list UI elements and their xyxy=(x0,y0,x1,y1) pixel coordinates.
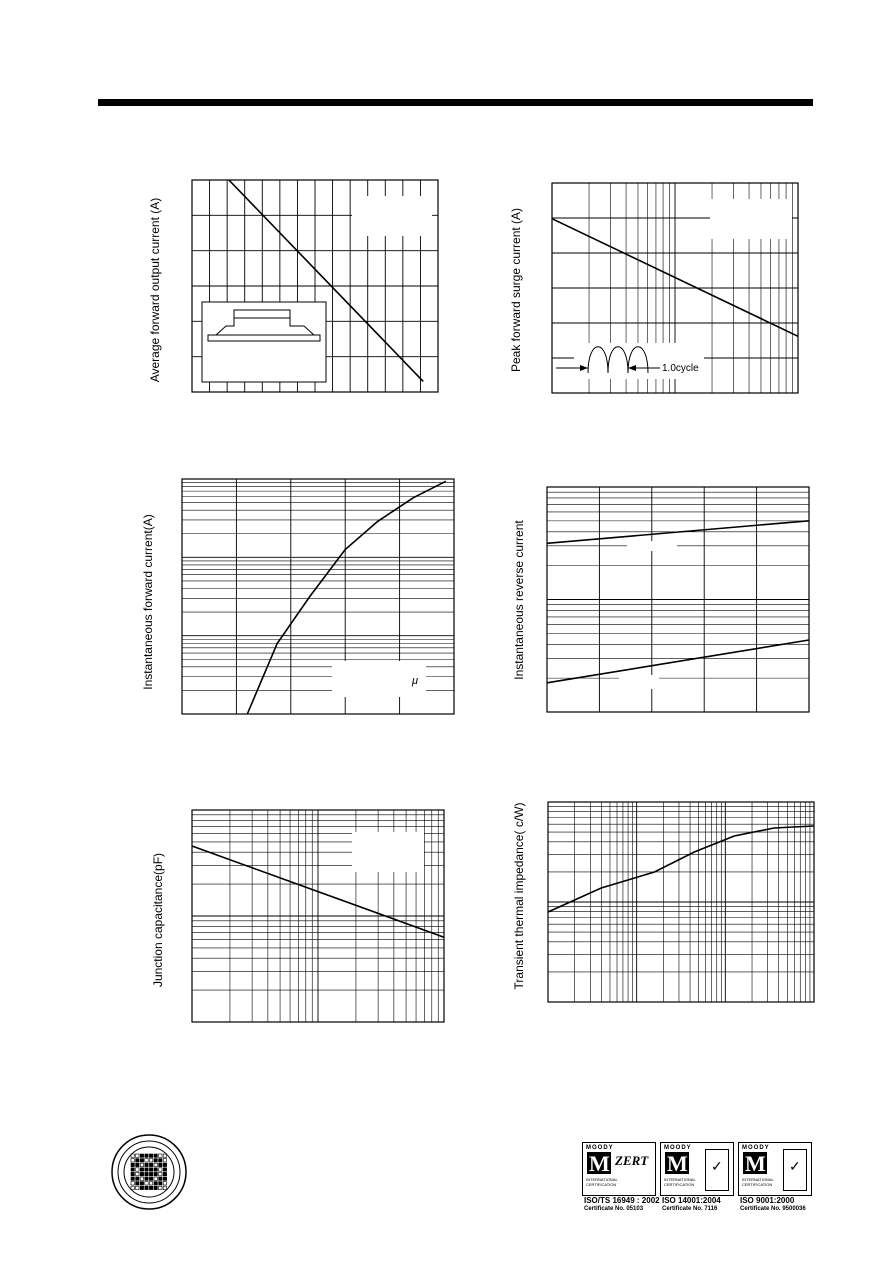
seal-dot xyxy=(163,1182,166,1185)
seal-dot xyxy=(163,1163,166,1166)
seal-dot xyxy=(154,1186,157,1189)
seal-dot xyxy=(140,1172,143,1175)
seal-dot xyxy=(149,1186,152,1189)
cert-badge-iso-ts: MOODY M ZERT INTERNATIONAL CERTIFICATION xyxy=(582,1142,656,1196)
seal-dot xyxy=(159,1154,162,1157)
seal-dot xyxy=(145,1163,148,1166)
seal-dot xyxy=(159,1182,162,1185)
ukas-mark-icon xyxy=(705,1149,729,1191)
chart4-ylabel: Instantaneous reverse current xyxy=(512,520,526,680)
chart-series-line xyxy=(548,826,814,912)
average-forward-current-chart xyxy=(192,180,438,392)
instantaneous-reverse-current-chart xyxy=(547,487,809,712)
seal-dot xyxy=(145,1182,148,1185)
cert-number: Certificate No. 9500036 xyxy=(740,1206,806,1212)
seal-dot xyxy=(145,1159,148,1162)
seal-dot xyxy=(163,1186,166,1189)
seal-dot xyxy=(131,1163,134,1166)
cert-standard: ISO 14001:2004 xyxy=(662,1196,721,1205)
cert-badge-iso-9001: MOODY M ✓ INTERNATIONAL CERTIFICATION xyxy=(738,1142,812,1196)
seal-dot xyxy=(149,1163,152,1166)
seal-dot xyxy=(149,1159,152,1162)
chart2-inset-label: 1.0cycle xyxy=(662,363,699,374)
seal-dot xyxy=(140,1186,143,1189)
chart2-ylabel: Peak forward surge current (A) xyxy=(509,207,523,373)
seal-dot xyxy=(154,1177,157,1180)
seal-dot xyxy=(136,1177,139,1180)
seal-dot xyxy=(140,1163,143,1166)
seal-dot xyxy=(163,1168,166,1171)
seal-dot xyxy=(154,1159,157,1162)
seal-dot xyxy=(131,1172,134,1175)
seal-dot xyxy=(159,1186,162,1189)
seal-dot xyxy=(131,1177,134,1180)
cert-number: Certificate No. 05103 xyxy=(584,1206,644,1212)
seal-dot xyxy=(136,1168,139,1171)
chart4-label-box-1 xyxy=(627,541,677,551)
seal-dot xyxy=(159,1163,162,1166)
chart1-inset xyxy=(202,302,326,382)
seal-dot xyxy=(149,1177,152,1180)
chart4-grid xyxy=(547,487,809,712)
chart1-inset-frame xyxy=(202,302,326,382)
chart6-ylabel: Transient thermal impedance( c/W) xyxy=(512,802,526,990)
seal-dot xyxy=(140,1159,143,1162)
chart2-legend-box xyxy=(710,199,792,239)
chart1-inset-board xyxy=(208,335,320,341)
seal-dot xyxy=(145,1186,148,1189)
seal-dot xyxy=(136,1154,139,1157)
seal-dot xyxy=(163,1177,166,1180)
seal-dot xyxy=(136,1186,139,1189)
junction-capacitance-chart xyxy=(192,810,444,1022)
seal-dot xyxy=(140,1182,143,1185)
chart5-ylabel: Junction capacitance(pF) xyxy=(151,852,165,988)
seal-dot xyxy=(149,1182,152,1185)
seal-dot xyxy=(145,1177,148,1180)
moody-logo-icon xyxy=(743,1152,767,1174)
seal-dot xyxy=(163,1172,166,1175)
certifications xyxy=(582,1142,814,1216)
seal-dot xyxy=(136,1172,139,1175)
cert-number: Certificate No. 7116 xyxy=(662,1206,718,1212)
chart5-legend-box xyxy=(352,832,424,872)
seal-dot xyxy=(136,1163,139,1166)
chart6-series xyxy=(548,826,814,912)
moody-logo-icon xyxy=(587,1152,611,1174)
seal-dot xyxy=(140,1177,143,1180)
seal-dot xyxy=(154,1168,157,1171)
moody-logo-icon xyxy=(665,1152,689,1174)
seal-dot xyxy=(131,1159,134,1162)
chart2-inset xyxy=(556,343,704,379)
chart6-grid xyxy=(548,802,814,1002)
seal-dot xyxy=(163,1159,166,1162)
seal-dot xyxy=(149,1172,152,1175)
seal-dot xyxy=(149,1168,152,1171)
seal-dot xyxy=(159,1159,162,1162)
ukas-mark-icon xyxy=(783,1149,807,1191)
zert-icon: ZERT xyxy=(615,1153,649,1168)
seal-dot xyxy=(154,1154,157,1157)
seal-dot xyxy=(131,1168,134,1171)
seal-dot xyxy=(145,1168,148,1171)
cert-standard: ISO 9001:2000 xyxy=(740,1196,795,1205)
seal-dot xyxy=(159,1168,162,1171)
seal-dot xyxy=(154,1163,157,1166)
chart1-legend-box xyxy=(352,196,432,236)
seal-dot xyxy=(159,1172,162,1175)
chart1-ylabel: Average forward output current (A) xyxy=(148,197,162,383)
seal-dot xyxy=(163,1154,166,1157)
seal-dot xyxy=(131,1186,134,1189)
seal-dot xyxy=(131,1182,134,1185)
seal-dot xyxy=(140,1154,143,1157)
company-seal-logo xyxy=(110,1133,188,1211)
seal-dot xyxy=(140,1168,143,1171)
cert-badge-iso-14001: MOODY M ✓ INTERNATIONAL CERTIFICATION xyxy=(660,1142,734,1196)
transient-thermal-impedance-chart xyxy=(548,802,814,1002)
instantaneous-forward-current-chart xyxy=(182,479,454,714)
seal-dot xyxy=(136,1159,139,1162)
seal-dot xyxy=(149,1154,152,1157)
seal-dot xyxy=(154,1182,157,1185)
seal-dot xyxy=(136,1182,139,1185)
peak-surge-current-chart xyxy=(552,183,798,393)
seal-dot xyxy=(154,1172,157,1175)
chart3-legend-mu: μ xyxy=(412,675,419,687)
seal-dot xyxy=(145,1172,148,1175)
chart4-label-box-2 xyxy=(619,675,659,689)
cert-standard: ISO/TS 16949 : 2002 xyxy=(584,1196,660,1205)
chart-series-line xyxy=(547,640,809,683)
seal-dot xyxy=(159,1177,162,1180)
seal-dot xyxy=(145,1154,148,1157)
chart3-ylabel: Instantaneous forward current(A) xyxy=(141,514,155,690)
header-rule xyxy=(98,99,813,106)
